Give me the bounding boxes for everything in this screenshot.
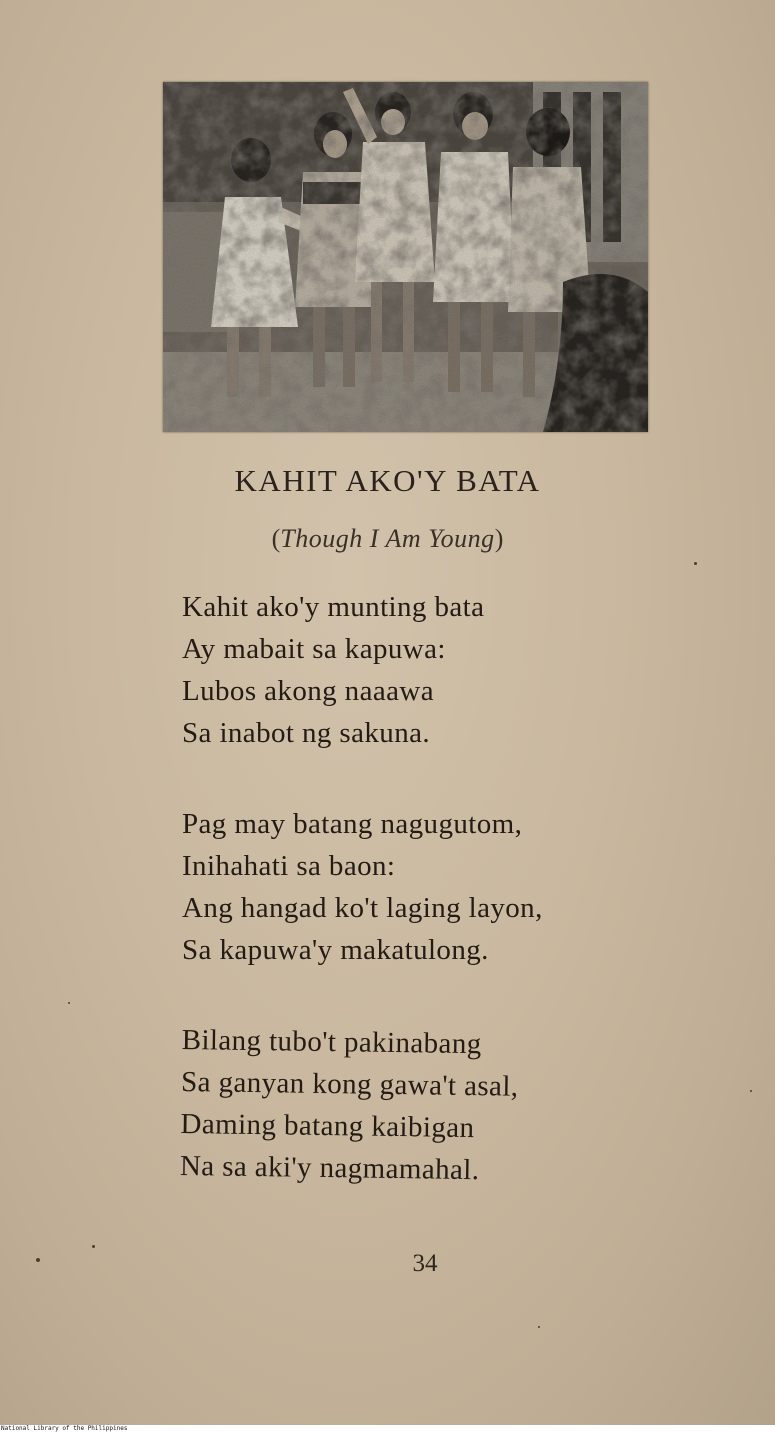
footer-credit-bar (0, 1425, 775, 1433)
verse-line: Inihahati sa baon: (182, 850, 396, 882)
subtitle-open-paren: ( (271, 524, 281, 553)
verse-line: Kahit ako'y munting bata (182, 591, 485, 623)
verse-line: Daming batang kaibigan (180, 1107, 475, 1145)
photo-children-group (163, 82, 648, 432)
paper-speck (68, 1002, 70, 1004)
paper-speck (92, 1245, 95, 1248)
verse-line: Sa inabot ng sakuna. (182, 717, 431, 749)
verse-line: Lubos akong naaawa (182, 675, 435, 707)
subtitle-close-paren: ) (494, 524, 504, 553)
library-credit: National Library of the Philippines (1, 1425, 128, 1432)
stanza-2 (182, 803, 543, 971)
verse-line: Sa ganyan kong gawa't asal, (180, 1065, 519, 1103)
subtitle-translation: Though I Am Young (280, 524, 495, 553)
photo-illustration (163, 82, 648, 432)
verse-line: Ang hangad ko't laging layon, (182, 892, 543, 924)
verse-line: Pag may batang nagugutom, (182, 808, 523, 840)
verse-line: Na sa aki'y nagmamahal. (179, 1149, 480, 1187)
page-number: 34 (412, 1250, 438, 1277)
verse-line: Bilang tubo't pakinabang (181, 1023, 482, 1061)
verse-line: Sa kapuwa'y makatulong. (182, 934, 489, 966)
paper-speck (538, 1326, 540, 1328)
poem-subtitle (0, 524, 775, 554)
verse-line: Ay mabait sa kapuwa: (182, 633, 446, 665)
paper-speck (694, 562, 697, 565)
stanza-3 (180, 1019, 520, 1192)
paper-speck (36, 1258, 40, 1262)
poem-title: KAHIT AKO'Y BATA (234, 463, 541, 498)
paper-speck (750, 1090, 752, 1092)
stanza-1 (182, 586, 484, 754)
